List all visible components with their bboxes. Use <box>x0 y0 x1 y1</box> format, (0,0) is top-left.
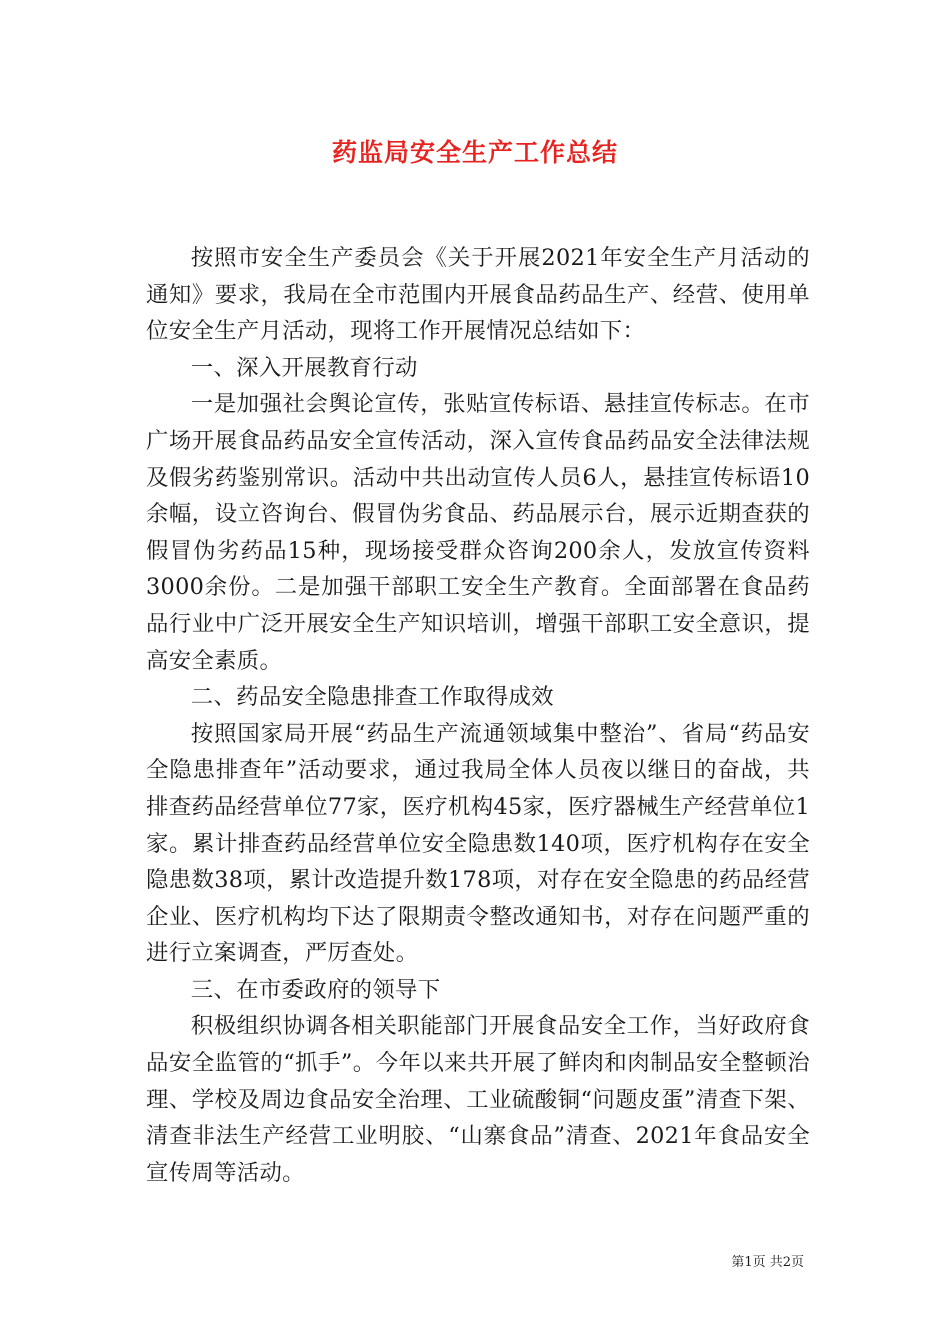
section-paragraph-2: 按照国家局开展“药品生产流通领域集中整治”、省局“药品安全隐患排查年”活动要求，通过我局全体人员夜以继日的奋战，共排查药品经营单位77家，医疗机构45家，医疗器械生产经营单位1家。累计排查药品经营单位安全隐患数140项，医疗机构存在安全隐患数38项，累计改造提升数178项，对存在安全隐患的药品经营企业、医疗机构均下达了限期责令整改通知书，对存在问题严重的进行立案调查，严厉查处。 <box>146 720 810 967</box>
section-paragraph-3: 积极组织协调各相关职能部门开展食品安全工作，当好政府食品安全监管的“抓手”。今年以来共开展了鲜肉和肉制品安全整顿治理、学校及周边食品安全治理、工业硫酸铜“问题皮蛋”清查下架、清查非法生产经营工业明胶、“山寨食品”清查、2021年食品安全宣传周等活动。 <box>146 1013 810 1186</box>
document-body <box>146 240 810 1191</box>
document-title: 药监局安全生产工作总结 <box>331 138 618 167</box>
section-paragraph-1: 一是加强社会舆论宣传，张贴宣传标语、悬挂宣传标志。在市广场开展食品药品安全宣传活动，深入宣传食品药品安全法律法规及假劣药鉴别常识。活动中共出动宣传人员6人，悬挂宣传标语10余幅，设立咨询台、假冒伪劣食品、药品展示台，展示近期查获的假冒伪劣药品15种，现场接受群众咨询200余人，发放宣传资料3000余份。二是加强干部职工安全生产教育。全面部署在食品药品行业中广泛开展安全生产知识培训，增强干部职工安全意识，提高安全素质。 <box>146 391 810 674</box>
section-heading-1: 一、深入开展教育行动 <box>190 354 418 381</box>
intro-paragraph: 按照市安全生产委员会《关于开展2021年安全生产月活动的通知》要求，我局在全市范围内开展食品药品生产、经营、使用单位安全生产月活动，现将工作开展情况总结如下： <box>146 245 810 345</box>
section-heading-3: 三、在市委政府的领导下 <box>190 976 441 1003</box>
section-heading-2: 二、药品安全隐患排查工作取得成效 <box>190 684 554 711</box>
page-number-footer: 第1页 共2页 <box>731 1255 804 1270</box>
